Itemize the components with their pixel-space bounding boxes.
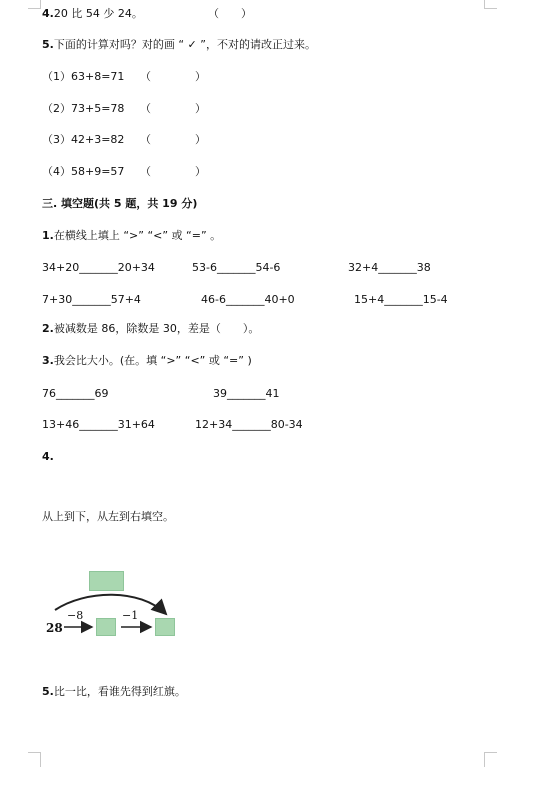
compare-expression: 76_______69 [42, 387, 109, 400]
compare-expression: 39_______41 [213, 387, 280, 400]
question-number: 3. [42, 354, 54, 367]
check-item-3-paren: （ ） [140, 133, 206, 146]
question-number: 2. [42, 322, 54, 335]
question-number: 4. [42, 7, 54, 20]
question-text: 比一比，看谁先得到红旗。 [53, 685, 186, 698]
question-number: 5. [42, 685, 54, 698]
check-item-3: （3）42+3=82 [42, 133, 125, 146]
question-text: 20 比 54 少 24。 [53, 7, 143, 20]
compare-expression: 32+4_______38 [348, 261, 431, 274]
check-item-4-paren: （ ） [140, 165, 206, 178]
check-item-4: （4）58+9=57 [42, 165, 125, 178]
operation-label-1: −8 [67, 609, 84, 622]
fill-question-4-instruction: 从上到下，从左到右填空。 [42, 510, 174, 523]
question-text: 在横线上填上 “>” “<” 或 “=” 。 [53, 229, 222, 242]
question-number: 1. [42, 229, 54, 242]
section-3-title: 三. 填空题(共 5 题，共 19 分) [42, 197, 198, 210]
answer-paren: （ ） [208, 7, 252, 20]
check-item-2: （2）73+5=78 [42, 102, 125, 115]
compare-expression: 12+34_______80-34 [195, 418, 303, 431]
fill-question-4-number: 4. [42, 450, 54, 463]
compare-expression: 46-6_______40+0 [201, 293, 295, 306]
check-item-1: （1）63+8=71 [42, 70, 125, 83]
compare-expression: 13+46_______31+64 [42, 418, 155, 431]
compare-expression: 15+4_______15-4 [354, 293, 448, 306]
question-text: 我会比大小。(在。填 “>” “<” 或 “=” ) [53, 354, 252, 367]
answer-box-right [155, 618, 175, 636]
fill-question-5 [42, 685, 186, 699]
question-number: 5. [42, 38, 54, 51]
operation-label-2: −1 [122, 609, 139, 622]
check-item-2-paren: （ ） [140, 102, 206, 115]
question-text: 被减数是 86，除数是 30，差是（ ）。 [53, 322, 260, 335]
compare-expression: 7+30_______57+4 [42, 293, 141, 306]
check-item-1-paren: （ ） [140, 70, 206, 83]
compare-expression: 34+20_______20+34 [42, 261, 155, 274]
compare-expression: 53-6_______54-6 [192, 261, 281, 274]
answer-box-middle [96, 618, 116, 636]
start-number: 28 [46, 621, 63, 635]
question-text: 下面的计算对吗？对的画 “ ✓ ”，不对的请改正过来。 [53, 38, 316, 51]
